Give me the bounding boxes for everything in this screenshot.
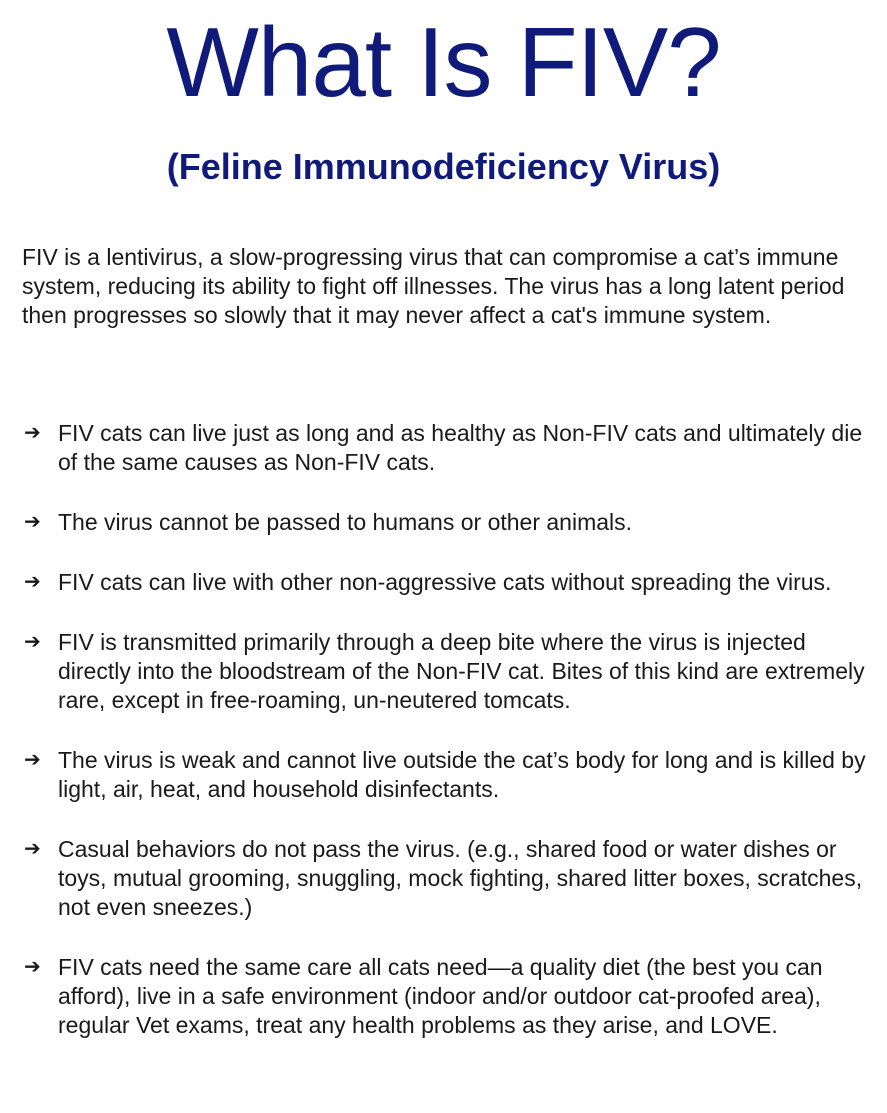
fact-text: Casual behaviors do not pass the virus. (e.g., shared food or water dishes or toys, mutual grooming, snuggling, mock fighting, shared litter boxes, scratches, not even sneezes.) xyxy=(58,836,863,920)
fact-text: The virus cannot be passed to humans or other animals. xyxy=(58,509,633,535)
fact-list xyxy=(22,419,884,1071)
arrow-right-icon: ➔ xyxy=(24,838,41,860)
page-title: What Is FIV? xyxy=(166,7,721,117)
arrow-right-icon: ➔ xyxy=(24,571,41,593)
list-item xyxy=(22,568,884,597)
list-item xyxy=(22,746,884,804)
fact-text: FIV is transmitted primarily through a deep bite where the virus is injected directly into the bloodstream of the Non-FIV cat. Bites of this kind are extremely rare, except in free-roaming, un-neutered tomcats. xyxy=(58,629,865,713)
fact-text: FIV cats can live just as long and as healthy as Non-FIV cats and ultimately die of the same causes as Non-FIV cats. xyxy=(58,420,863,475)
list-item xyxy=(22,953,884,1040)
arrow-right-icon: ➔ xyxy=(24,956,41,978)
arrow-right-icon: ➔ xyxy=(24,749,41,771)
fact-text: FIV cats need the same care all cats need—a quality diet (the best you can afford), live in a safe environment (indoor and/or outdoor cat-proofed area), regular Vet exams, treat any health problems as they arise, and LOVE. xyxy=(58,954,823,1038)
fact-text: The virus is weak and cannot live outside the cat’s body for long and is killed by light, air, heat, and household disinfectants. xyxy=(58,747,866,802)
fact-text: FIV cats can live with other non-aggressive cats without spreading the virus. xyxy=(58,569,832,595)
page-subtitle: (Feline Immunodeficiency Virus) xyxy=(166,146,721,187)
list-item xyxy=(22,419,884,477)
arrow-right-icon: ➔ xyxy=(24,511,41,533)
arrow-right-icon: ➔ xyxy=(24,422,41,444)
list-item xyxy=(22,835,884,922)
intro-paragraph: FIV is a lentivirus, a slow-progressing virus that can compromise a cat’s immune system, reducing its ability to fight off illnesses. The virus has a long latent period then progresses so slowly that it may never affect a cat's immune system. xyxy=(22,244,845,328)
list-item xyxy=(22,508,884,537)
list-item xyxy=(22,628,884,715)
arrow-right-icon: ➔ xyxy=(24,631,41,653)
